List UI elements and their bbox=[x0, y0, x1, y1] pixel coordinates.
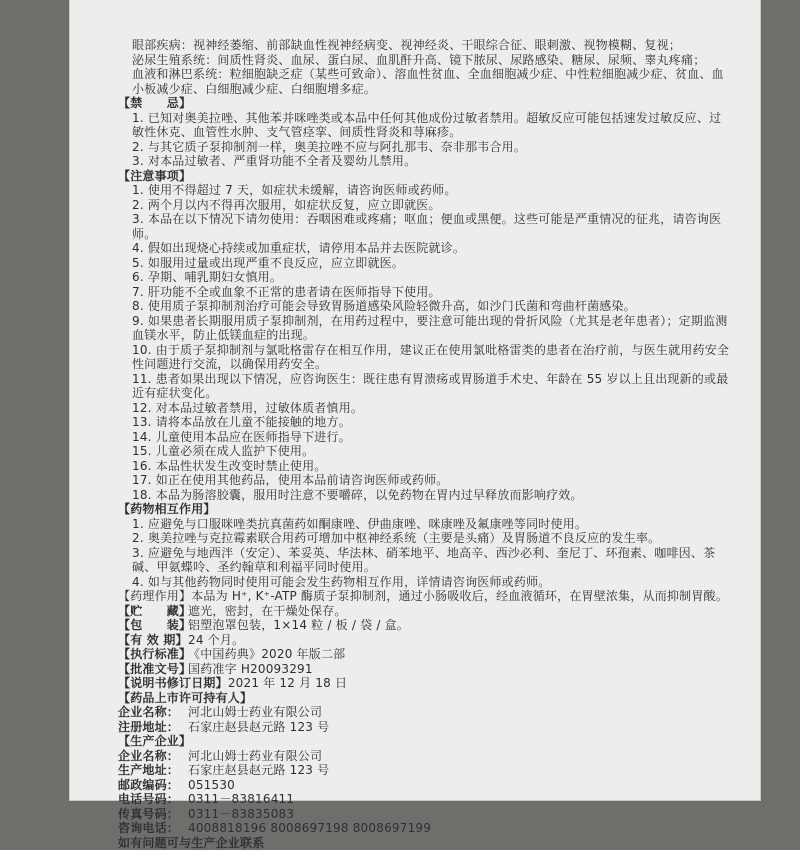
maker-address: 生产地址： 石家庄赵县赵元路 123 号 bbox=[118, 763, 730, 778]
field-storage: 【贮 藏】遮光，密封，在干燥处保存。 bbox=[118, 604, 730, 619]
blood-disorders: 血液和淋巴系统：粒细胞缺乏症（某些可致命）、溶血性贫血、全血细胞减少症、中性粒细胞减少症、贫血、血小板减少症、白细胞减少症、白细胞增多症。 bbox=[118, 67, 730, 96]
precaution-10: 10. 由于质子泵抑制剂与氯吡格雷存在相互作用，建议正在使用氯吡格雷类的患者在治疗前，与医生就用药安全性问题进行交流，以确保用药安全。 bbox=[118, 343, 730, 372]
field-approval: 【批准文号】国药准字 H20093291 bbox=[118, 662, 730, 677]
contraindications-heading: 【禁 忌】 bbox=[118, 96, 730, 111]
maker-phone: 电话号码： 0311－83816411 bbox=[118, 792, 730, 807]
urogenital-disorders: 泌尿生殖系统：间质性肾炎、血尿、蛋白尿、血肌酐升高、镜下脓尿、尿路感染、糖尿、尿频、睾丸疼痛； bbox=[118, 53, 730, 68]
interactions-heading: 【药物相互作用】 bbox=[118, 502, 730, 517]
interaction-2: 2. 奥美拉唑与克拉霉素联合用药可增加中枢神经系统（主要是头痛）及胃肠道不良反应的发生率。 bbox=[118, 531, 730, 546]
interaction-1: 1. 应避免与口服咪唑类抗真菌药如酮康唑、伊曲康唑、咪康唑及氟康唑等同时使用。 bbox=[118, 517, 730, 532]
precaution-18: 18. 本品为肠溶胶囊，服用时注意不要嚼碎，以免药物在胃内过早释放而影响疗效。 bbox=[118, 488, 730, 503]
precautions-heading: 【注意事项】 bbox=[118, 169, 730, 184]
maker-name: 企业名称： 河北山姆士药业有限公司 bbox=[118, 749, 730, 764]
interaction-3: 3. 应避免与地西泮（安定）、苯妥英、华法林、硝苯地平、地高辛、西沙必利、奎尼丁、环孢素、咖啡因、茶碱、甲氨蝶呤、圣约翰草和利福平同时使用。 bbox=[118, 546, 730, 575]
precaution-14: 14. 儿童使用本品应在医师指导下进行。 bbox=[118, 430, 730, 445]
precaution-12: 12. 对本品过敏者禁用，过敏体质者慎用。 bbox=[118, 401, 730, 416]
precaution-1: 1. 使用不得超过 7 天，如症状未缓解，请咨询医师或药师。 bbox=[118, 183, 730, 198]
precaution-11: 11. 患者如果出现以下情况，应咨询医生：既往患有胃溃疡或胃肠道手术史、年龄在 55 岁以上且出现新的或最近有症状变化。 bbox=[118, 372, 730, 401]
contraindication-3: 3. 对本品过敏者、严重肾功能不全者及婴幼儿禁用。 bbox=[118, 154, 730, 169]
field-package: 【包 装】铝塑泡罩包装，1×14 粒 / 板 / 袋 / 盒。 bbox=[118, 618, 730, 633]
precaution-2: 2. 两个月以内不得再次服用，如症状反复，应立即就医。 bbox=[118, 198, 730, 213]
precaution-16: 16. 本品性状发生改变时禁止使用。 bbox=[118, 459, 730, 474]
contraindication-1: 1. 已知对奥美拉唑、其他苯并咪唑类或本品中任何其他成份过敏者禁用。超敏反应可能包括速发过敏反应、过敏性休克、血管性水肿、支气管痉挛、间质性肾炎和荨麻疹。 bbox=[118, 111, 730, 140]
precaution-3: 3. 本品在以下情况下请勿使用：吞咽困难或疼痛；呕血；便血或黑便。这些可能是严重情况的征兆，请咨询医师。 bbox=[118, 212, 730, 241]
precaution-13: 13. 请将本品放在儿童不能接触的地方。 bbox=[118, 415, 730, 430]
holder-name: 企业名称： 河北山姆士药业有限公司 bbox=[118, 705, 730, 720]
interaction-4: 4. 如与其他药物同时使用可能会发生药物相互作用，详情请咨询医师或药师。 bbox=[118, 575, 730, 590]
maker-hotline: 咨询电话： 4008818196 8008697198 8008697199 bbox=[118, 821, 730, 836]
precaution-4: 4. 假如出现烧心持续或加重症状，请停用本品并去医院就诊。 bbox=[118, 241, 730, 256]
precaution-15: 15. 儿童必须在成人监护下使用。 bbox=[118, 444, 730, 459]
field-expiry: 【有 效 期】24 个月。 bbox=[118, 633, 730, 648]
precaution-7: 7. 肝功能不全或血象不正常的患者请在医师指导下使用。 bbox=[118, 285, 730, 300]
leaflet-text bbox=[118, 38, 730, 850]
holder-address: 注册地址： 石家庄赵县赵元路 123 号 bbox=[118, 720, 730, 735]
precaution-8: 8. 使用质子泵抑制剂治疗可能会导致胃肠道感染风险轻微升高，如沙门氏菌和弯曲杆菌感染。 bbox=[118, 299, 730, 314]
holder-heading: 【药品上市许可持有人】 bbox=[118, 691, 730, 706]
maker-footer: 如有问题可与生产企业联系 bbox=[118, 836, 730, 850]
eye-disorders: 眼部疾病：视神经萎缩、前部缺血性视神经病变、视神经炎、干眼综合征、眼刺激、视物模糊、复视； bbox=[118, 38, 730, 53]
precaution-6: 6. 孕期、哺乳期妇女慎用。 bbox=[118, 270, 730, 285]
maker-heading: 【生产企业】 bbox=[118, 734, 730, 749]
field-standard: 【执行标准】《中国药典》2020 年版二部 bbox=[118, 647, 730, 662]
pharmacology: 【药理作用】本品为 H⁺, K⁺-ATP 酶质子泵抑制剂，通过小肠吸收后，经血液循环，在胃壁浓集，从而抑制胃酸。 bbox=[118, 589, 730, 604]
precaution-9: 9. 如果患者长期服用质子泵抑制剂，在用药过程中，要注意可能出现的骨折风险（尤其是老年患者）；定期监测血镁水平，防止低镁血症的出现。 bbox=[118, 314, 730, 343]
maker-fax: 传真号码： 0311－83835083 bbox=[118, 807, 730, 822]
precaution-5: 5. 如服用过量或出现严重不良反应，应立即就医。 bbox=[118, 256, 730, 271]
maker-postcode: 邮政编码： 051530 bbox=[118, 778, 730, 793]
contraindication-2: 2. 与其它质子泵抑制剂一样，奥美拉唑不应与阿扎那韦、奈非那韦合用。 bbox=[118, 140, 730, 155]
field-revision: 【说明书修订日期】2021 年 12 月 18 日 bbox=[118, 676, 730, 691]
leaflet-sheet bbox=[70, 0, 760, 800]
precaution-17: 17. 如正在使用其他药品，使用本品前请咨询医师或药师。 bbox=[118, 473, 730, 488]
